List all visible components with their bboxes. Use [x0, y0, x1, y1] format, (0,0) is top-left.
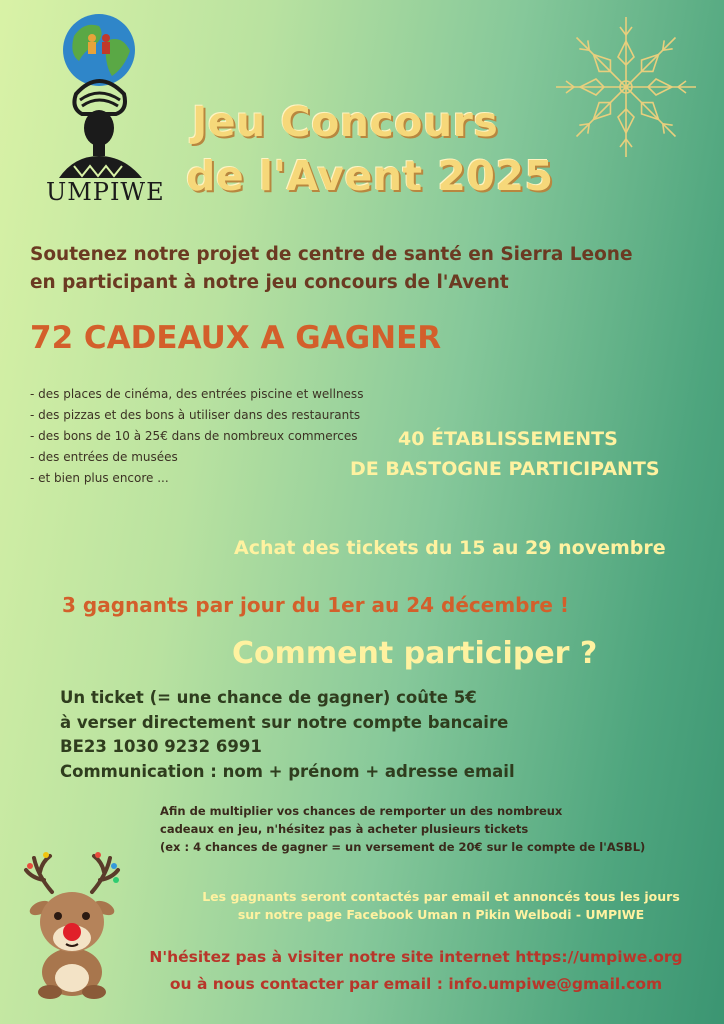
how-line: Un ticket (= une chance de gagner) coûte 5€ [60, 688, 477, 707]
contact-line: sur notre page Facebook Uman n Pikin Welbodi - UMPIWE [237, 907, 645, 922]
winners-text: 3 gagnants par jour du 1er au 24 décembre ! [62, 593, 569, 617]
how-heading: Comment participer ? [232, 636, 598, 671]
email-line: ou à nous contacter par email : info.umpiwe@gmail.com [169, 975, 663, 993]
website-block [118, 944, 714, 998]
gift-item: - des entrées de musées [30, 447, 363, 468]
contact-line: Les gagnants seront contactés par email et annoncés tous les jours [202, 889, 680, 904]
contact-notice [174, 888, 708, 924]
intro-line-1: Soutenez notre projet de centre de santé en Sierra Leone [30, 244, 633, 265]
woman-with-globe-icon [44, 6, 174, 186]
tip-line: (ex : 4 chances de gagner = un versement de 20€ sur le compte de l'ASBL) [160, 840, 646, 854]
tip-line: cadeaux en jeu, n'hésitez pas à acheter plusieurs tickets [160, 822, 529, 836]
how-line: à verser directement sur notre compte bancaire [60, 712, 509, 732]
reindeer-icon [16, 850, 128, 1000]
snowflake-icon [548, 12, 704, 162]
intro-line-2: en participant à notre jeu concours de l'Avent [30, 272, 509, 293]
logo-text: UMPIWE [46, 178, 165, 206]
how-lines [60, 686, 515, 784]
title-line-2: de l'Avent 2025 [186, 152, 554, 200]
gifts-heading: 72 CADEAUX A GAGNER [30, 320, 442, 356]
gift-item: - et bien plus encore ... [30, 468, 363, 489]
establishments-line-1: 40 ÉTABLISSEMENTS [398, 428, 618, 450]
logo [44, 6, 174, 211]
gifts-list [30, 384, 363, 489]
how-line: Communication : nom + prénom + adresse email [60, 761, 515, 781]
establishments-line-2: DE BASTOGNE PARTICIPANTS [350, 458, 660, 480]
tip-line: Afin de multiplier vos chances de remporter un des nombreux [160, 804, 563, 818]
gift-item: - des pizzas et des bons à utiliser dans des restaurants [30, 405, 363, 426]
ticket-dates: Achat des tickets du 15 au 29 novembre [234, 537, 666, 559]
gift-item: - des places de cinéma, des entrées piscine et wellness [30, 384, 363, 405]
bank-account: BE23 1030 9232 6991 [60, 737, 262, 756]
tip-text [160, 802, 645, 856]
gift-item: - des bons de 10 à 25€ dans de nombreux commerces [30, 426, 363, 447]
title-line-1: Jeu Concours [192, 98, 499, 146]
website-line: N'hésitez pas à visiter notre site internet https://umpiwe.org [149, 948, 683, 966]
